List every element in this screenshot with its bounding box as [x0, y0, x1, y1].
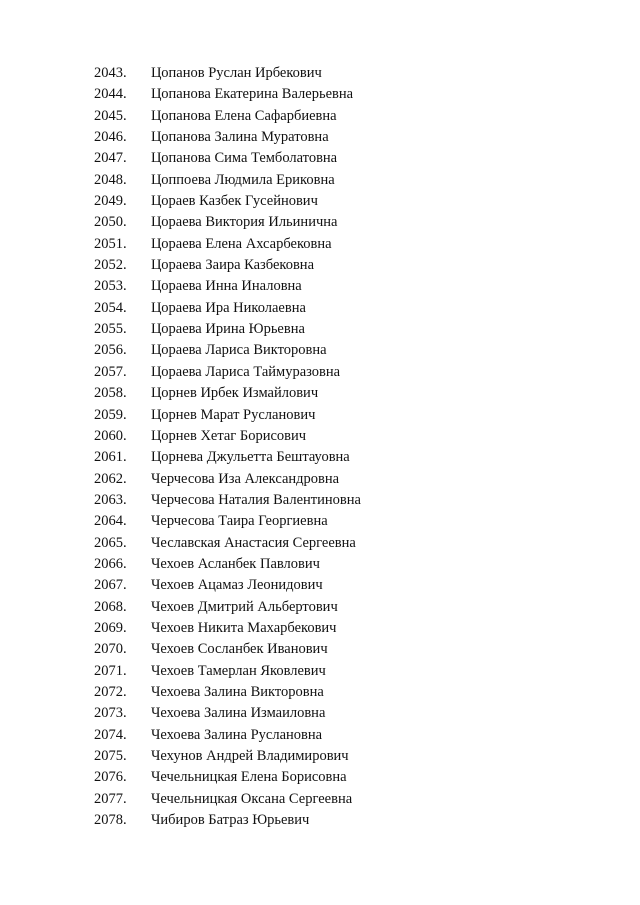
- list-item-name: Цопанов Руслан Ирбекович: [151, 65, 322, 81]
- list-item-number: 2052.: [94, 257, 127, 274]
- list-item-number: 2061.: [94, 449, 127, 466]
- list-item: [0, 383, 640, 404]
- list-item-number: 2078.: [94, 812, 127, 829]
- list-item-name: Цораева Заира Казбековна: [151, 257, 315, 274]
- list-item-number: 2068.: [94, 598, 127, 615]
- list-item-number: 2053.: [94, 278, 127, 295]
- list-item: [0, 639, 640, 660]
- list-item-name: Цоппоева Людмила Ериковна: [151, 171, 335, 188]
- list-item-name: Цораева Ирина Юрьевна: [151, 321, 305, 338]
- list-item: [0, 661, 640, 682]
- list-item-number: 2044.: [94, 86, 127, 103]
- list-item: [0, 725, 640, 746]
- list-item: [0, 106, 640, 127]
- list-item: [0, 84, 640, 105]
- list-item: [0, 405, 640, 426]
- list-item-name: Черчесова Таира Георгиевна: [151, 513, 328, 530]
- list-item: [0, 447, 640, 468]
- list-item-number: 2050.: [94, 214, 127, 231]
- list-item: [0, 362, 640, 383]
- list-item-number: 2062.: [94, 470, 127, 487]
- list-item-name: Черчесова Наталия Валентиновна: [151, 491, 361, 508]
- list-item: [0, 319, 640, 340]
- list-item: [0, 511, 640, 532]
- list-item-name: Цорнева Джульетта Бештауовна: [151, 449, 350, 466]
- list-item-name: Чибиров Батраз Юрьевич: [151, 812, 310, 829]
- list-item: [0, 789, 640, 810]
- list-item-number: 2065.: [94, 534, 127, 551]
- list-item-number: 2054.: [94, 299, 127, 316]
- list-item: [0, 703, 640, 724]
- list-item: [0, 533, 640, 554]
- list-item-number: 2072.: [94, 683, 127, 700]
- list-item-number: 2056.: [94, 342, 127, 359]
- list-item-name: Цорнев Ирбек Измайлович: [151, 385, 319, 402]
- list-item: [0, 63, 640, 84]
- list-item-name: Цораева Лариса Викторовна: [151, 342, 327, 359]
- list-item: [0, 746, 640, 767]
- list-item-name: Чехоева Залина Викторовна: [151, 683, 324, 700]
- list-item: [0, 255, 640, 276]
- list-item-name: Цораев Казбек Гусейнович: [151, 193, 318, 210]
- list-item-name: Цораева Ира Николаевна: [151, 299, 306, 316]
- list-item-name: Чечельницкая Елена Борисовна: [151, 769, 347, 786]
- list-item-name: Чехоев Никита Махарбекович: [151, 619, 337, 636]
- list-item-number: 2071.: [94, 662, 127, 679]
- list-item-name: Чехунов Андрей Владимирович: [151, 748, 349, 764]
- list-item: [0, 767, 640, 788]
- list-item-number: 2059.: [94, 406, 127, 423]
- list-item: [0, 575, 640, 596]
- list-item-name: Цопанова Сима Темболатовна: [151, 150, 338, 167]
- list-item: [0, 810, 640, 831]
- list-item-name: Чехоев Ацамаз Леонидович: [151, 577, 323, 594]
- list-item-name: Цопанова Елена Сафарбиевна: [151, 107, 337, 124]
- list-item-number: 2060.: [94, 427, 127, 444]
- list-item: [0, 682, 640, 703]
- list-item: [0, 340, 640, 361]
- list-item-number: 2074.: [94, 726, 127, 743]
- list-item: [0, 554, 640, 575]
- list-item-number: 2077.: [94, 790, 127, 807]
- list-item-number: 2073.: [94, 705, 127, 722]
- list-item-number: 2075.: [94, 748, 127, 764]
- list-item-name: Цопанова Екатерина Валерьевна: [151, 86, 354, 103]
- list-item-number: 2066.: [94, 555, 127, 572]
- list-item-number: 2069.: [94, 619, 127, 636]
- numbered-name-list: [0, 63, 640, 831]
- list-item-name: Цораева Лариса Таймуразовна: [151, 363, 341, 380]
- list-item: [0, 469, 640, 490]
- list-item-number: 2076.: [94, 769, 127, 786]
- list-item: [0, 234, 640, 255]
- list-item: [0, 170, 640, 191]
- list-item: [0, 276, 640, 297]
- list-item: [0, 597, 640, 618]
- list-item-name: Чехоев Сосланбек Иванович: [151, 641, 328, 658]
- list-item-number: 2055.: [94, 321, 127, 338]
- list-item: [0, 490, 640, 511]
- list-item: [0, 127, 640, 148]
- list-item: [0, 148, 640, 169]
- list-item-number: 2067.: [94, 577, 127, 594]
- list-item-number: 2064.: [94, 513, 127, 530]
- list-item-name: Цораева Инна Иналовна: [151, 278, 302, 295]
- list-item-name: Цопанова Залина Муратовна: [151, 129, 329, 146]
- list-item-name: Цораева Елена Ахсарбековна: [151, 235, 332, 252]
- list-item-number: 2070.: [94, 641, 127, 658]
- list-item-name: Чеславская Анастасия Сергеевна: [151, 534, 356, 551]
- list-item-number: 2048.: [94, 171, 127, 188]
- list-item-name: Черчесова Иза Александровна: [151, 470, 340, 487]
- list-item-number: 2051.: [94, 235, 127, 252]
- list-item-number: 2058.: [94, 385, 127, 402]
- list-item: [0, 426, 640, 447]
- list-item-number: 2057.: [94, 363, 127, 380]
- list-item: [0, 618, 640, 639]
- list-item-number: 2046.: [94, 129, 127, 146]
- list-item-number: 2045.: [94, 107, 127, 124]
- list-item-number: 2047.: [94, 150, 127, 167]
- list-item: [0, 298, 640, 319]
- list-item-name: Цораева Виктория Ильинична: [151, 214, 338, 231]
- list-item-number: 2043.: [94, 65, 127, 81]
- list-item-name: Цорнев Марат Русланович: [151, 406, 316, 423]
- list-item: [0, 212, 640, 233]
- list-item-name: Чехоев Асланбек Павлович: [151, 555, 320, 572]
- list-item: [0, 191, 640, 212]
- list-item-name: Чечельницкая Оксана Сергеевна: [151, 790, 353, 807]
- list-item-number: 2049.: [94, 193, 127, 210]
- list-item-number: 2063.: [94, 491, 127, 508]
- list-item-name: Цорнев Хетаг Борисович: [151, 427, 307, 444]
- list-item-name: Чехоева Залина Руслановна: [151, 726, 323, 743]
- list-item-name: Чехоев Дмитрий Альбертович: [151, 598, 338, 615]
- list-item-name: Чехоев Тамерлан Яковлевич: [151, 662, 326, 679]
- list-item-name: Чехоева Залина Измаиловна: [151, 705, 326, 722]
